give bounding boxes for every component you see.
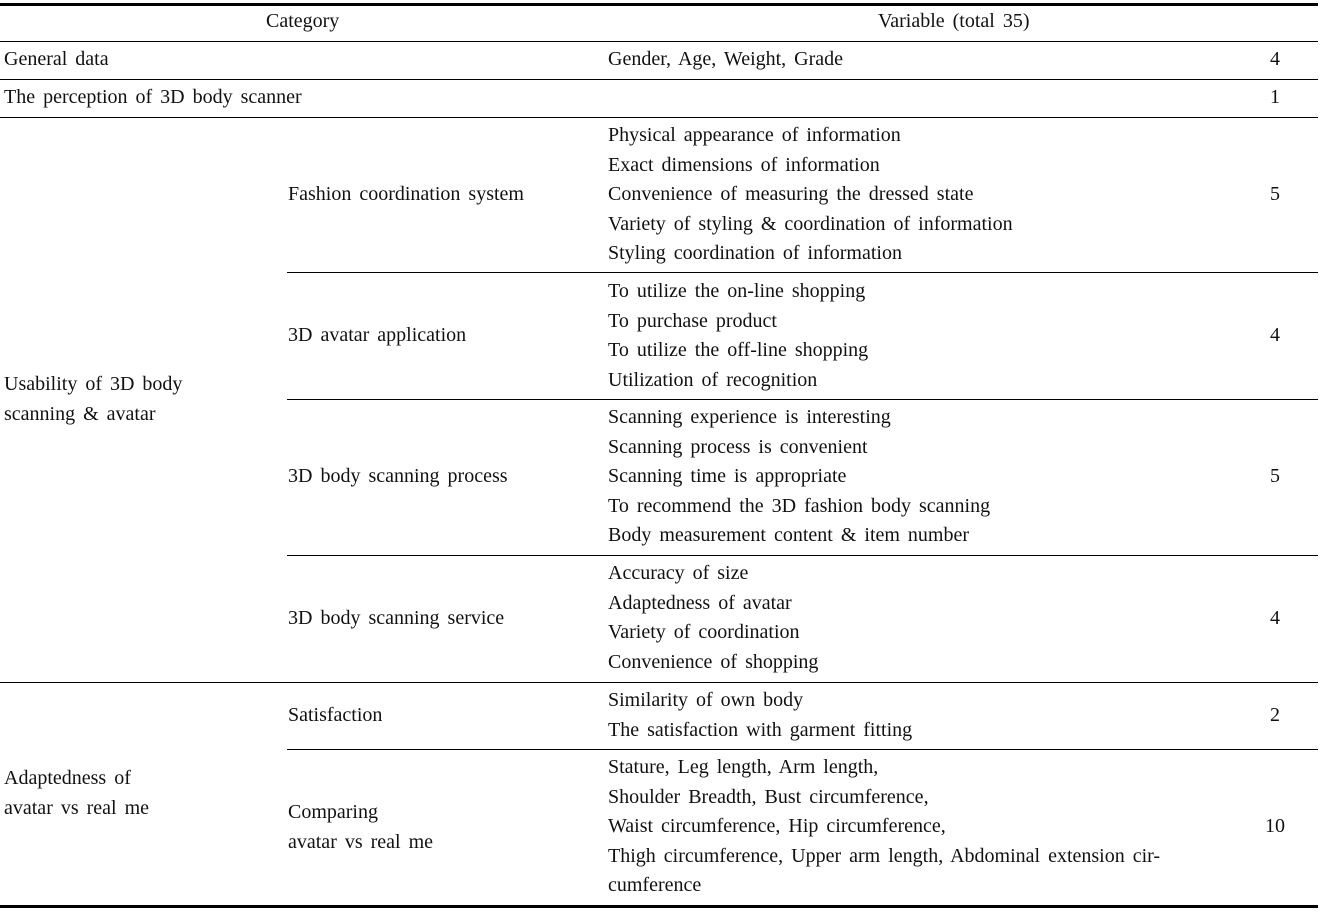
variable-item: Shoulder Breadth, Bust circumference,	[608, 785, 929, 808]
top-rule	[0, 3, 1318, 6]
variable-item: Waist circumference, Hip circumference,	[608, 815, 946, 838]
general-category: General data	[4, 48, 109, 70]
variables-avatar-application	[608, 277, 868, 395]
variable-item: Styling coordination of information	[608, 242, 902, 265]
variable-item: Adaptedness of avatar	[608, 591, 792, 614]
general-variables: Gender, Age, Weight, Grade	[608, 48, 844, 70]
variables-scanning-service	[608, 559, 818, 677]
variable-item: To utilize the off-line shopping	[608, 339, 869, 362]
group-label-line: avatar vs real me	[4, 796, 150, 819]
variable-item: Scanning experience is interesting	[608, 406, 891, 428]
count-comparing: 10	[1265, 815, 1285, 837]
perception-category: The perception of 3D body scanner	[4, 86, 302, 108]
variable-item: Scanning time is appropriate	[608, 465, 847, 488]
variable-item: Convenience of shopping	[608, 650, 819, 673]
variable-item: Variety of coordination	[608, 621, 800, 644]
group-label-line: Adaptedness of	[4, 767, 131, 789]
header-variable: Variable (total 35)	[878, 10, 1030, 32]
header-rule	[0, 41, 1318, 42]
subcategory-line: avatar vs real me	[288, 830, 434, 853]
variable-item: To recommend the 3D fashion body scanning	[608, 494, 991, 517]
header-category: Category	[266, 10, 340, 32]
count-scanning-service: 4	[1270, 607, 1280, 629]
subcategory-avatar-application: 3D avatar application	[288, 324, 467, 346]
subcategory-scanning-service: 3D body scanning service	[288, 607, 505, 629]
sub-rule	[287, 555, 1318, 556]
variable-item: Accuracy of size	[608, 562, 749, 584]
count-scanning-process: 5	[1270, 465, 1280, 487]
variable-item: The satisfaction with garment fitting	[608, 718, 913, 741]
variable-item: Thigh circumference, Upper arm length, Abdominal extension cir-	[608, 844, 1161, 867]
sub-rule	[287, 399, 1318, 400]
sub-rule	[287, 749, 1318, 750]
variable-item: To purchase product	[608, 309, 777, 332]
variable-item: To utilize the on-line shopping	[608, 280, 866, 302]
subcategory-satisfaction: Satisfaction	[288, 704, 383, 726]
variable-item: Utilization of recognition	[608, 368, 818, 391]
group-label-line: scanning & avatar	[4, 402, 156, 425]
variables-scanning-process	[608, 403, 990, 551]
variable-item: Scanning process is convenient	[608, 435, 868, 458]
subcategory-comparing	[288, 798, 433, 857]
perception-count: 1	[1270, 86, 1280, 108]
bottom-rule	[0, 905, 1318, 908]
variable-item: Exact dimensions of information	[608, 153, 880, 176]
variable-item: Similarity of own body	[608, 689, 804, 711]
variable-item: Stature, Leg length, Arm length,	[608, 756, 879, 778]
group-label-line: Usability of 3D body	[4, 373, 183, 395]
count-avatar-application: 4	[1270, 324, 1280, 346]
general-count: 4	[1270, 48, 1280, 70]
usability-group-label	[4, 370, 182, 429]
subcategory-scanning-process: 3D body scanning process	[288, 465, 508, 487]
variable-item: cumference	[608, 874, 702, 897]
variables-satisfaction	[608, 686, 912, 745]
variables-fashion-coordination	[608, 121, 1013, 269]
count-satisfaction: 2	[1270, 704, 1280, 726]
variable-item: Physical appearance of information	[608, 124, 901, 146]
count-fashion-coordination: 5	[1270, 183, 1280, 205]
row-rule	[0, 117, 1318, 118]
adaptedness-group-label	[4, 764, 149, 823]
variable-item: Body measurement content & item number	[608, 524, 970, 547]
variable-item: Variety of styling & coordination of information	[608, 212, 1013, 235]
subcategory-line: Comparing	[288, 801, 378, 823]
subcategory-fashion-coordination: Fashion coordination system	[288, 183, 524, 205]
variable-item: Convenience of measuring the dressed state	[608, 183, 974, 206]
group-rule	[0, 682, 1318, 683]
variables-comparing	[608, 753, 1160, 901]
row-rule	[0, 79, 1318, 80]
sub-rule	[287, 272, 1318, 273]
